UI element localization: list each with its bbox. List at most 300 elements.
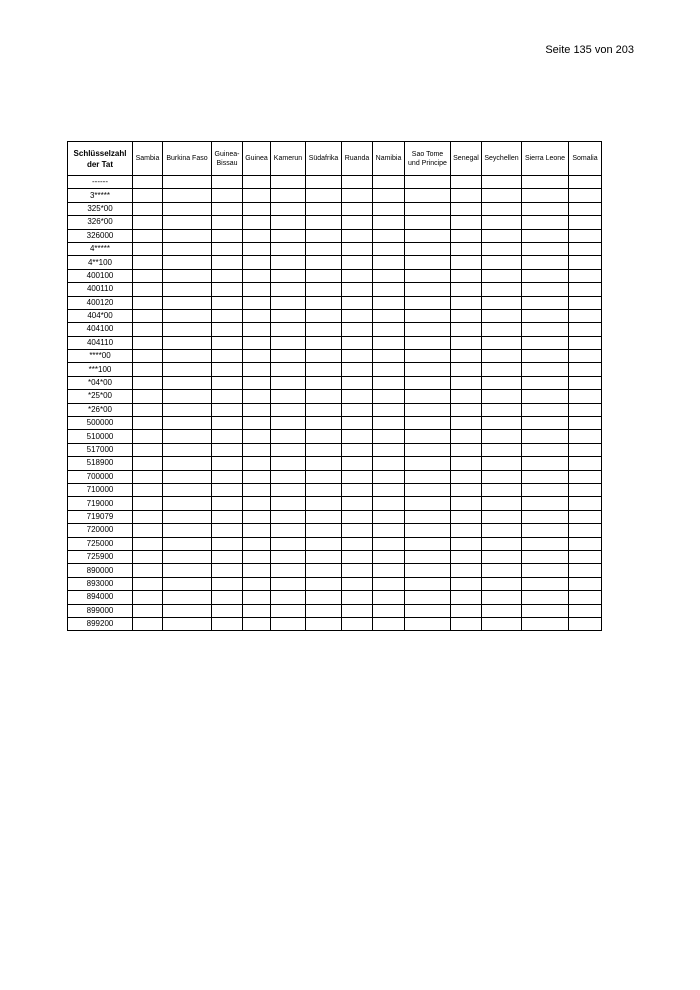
empty-value-cell [163,591,212,604]
empty-value-cell [373,457,405,470]
table-body [68,176,602,631]
country-column-header: Kamerun [271,142,306,176]
empty-value-cell [212,336,243,349]
empty-value-cell [306,256,342,269]
empty-value-cell [451,309,482,322]
empty-value-cell [133,564,163,577]
empty-value-cell [451,189,482,202]
empty-value-cell [569,242,602,255]
empty-value-cell [482,363,522,376]
empty-value-cell [163,350,212,363]
empty-value-cell [212,443,243,456]
offense-key-cell: 500000 [68,417,133,430]
empty-value-cell [373,417,405,430]
empty-value-cell [306,323,342,336]
country-column-header: Südafrika [306,142,342,176]
empty-value-cell [212,497,243,510]
empty-value-cell [163,309,212,322]
empty-value-cell [451,283,482,296]
country-column-header: Sao Tome und Principe [405,142,451,176]
empty-value-cell [243,417,271,430]
empty-value-cell [342,229,373,242]
empty-value-cell [482,242,522,255]
empty-value-cell [271,497,306,510]
empty-value-cell [451,524,482,537]
table-row [68,537,602,550]
empty-value-cell [212,296,243,309]
empty-value-cell [569,376,602,389]
empty-value-cell [405,309,451,322]
empty-value-cell [373,617,405,630]
offense-key-cell: 404110 [68,336,133,349]
empty-value-cell [133,403,163,416]
offense-key-cell: 517000 [68,443,133,456]
empty-value-cell [405,577,451,590]
table-row [68,430,602,443]
empty-value-cell [271,216,306,229]
empty-value-cell [569,483,602,496]
empty-value-cell [212,430,243,443]
empty-value-cell [522,510,569,523]
empty-value-cell [522,296,569,309]
offense-key-cell: ***100 [68,363,133,376]
empty-value-cell [133,497,163,510]
empty-value-cell [306,470,342,483]
empty-value-cell [522,242,569,255]
empty-value-cell [133,443,163,456]
empty-value-cell [405,189,451,202]
empty-value-cell [163,457,212,470]
empty-value-cell [522,564,569,577]
empty-value-cell [243,591,271,604]
empty-value-cell [306,510,342,523]
empty-value-cell [243,229,271,242]
empty-value-cell [306,550,342,563]
empty-value-cell [133,189,163,202]
table-row [68,443,602,456]
empty-value-cell [482,510,522,523]
empty-value-cell [163,564,212,577]
empty-value-cell [133,604,163,617]
empty-value-cell [271,189,306,202]
offense-key-cell: 510000 [68,430,133,443]
empty-value-cell [271,283,306,296]
empty-value-cell [482,537,522,550]
empty-value-cell [569,350,602,363]
empty-value-cell [522,376,569,389]
offense-key-cell: 404100 [68,323,133,336]
empty-value-cell [306,604,342,617]
empty-value-cell [451,577,482,590]
table-row [68,483,602,496]
empty-value-cell [342,403,373,416]
empty-value-cell [342,604,373,617]
empty-value-cell [133,269,163,282]
empty-value-cell [522,470,569,483]
empty-value-cell [342,457,373,470]
empty-value-cell [271,363,306,376]
empty-value-cell [405,403,451,416]
empty-value-cell [133,457,163,470]
empty-value-cell [569,417,602,430]
empty-value-cell [342,296,373,309]
empty-value-cell [342,443,373,456]
empty-value-cell [243,242,271,255]
empty-value-cell [451,216,482,229]
empty-value-cell [342,524,373,537]
table-row [68,229,602,242]
empty-value-cell [405,483,451,496]
empty-value-cell [133,376,163,389]
empty-value-cell [133,510,163,523]
empty-value-cell [522,229,569,242]
empty-value-cell [482,604,522,617]
empty-value-cell [342,430,373,443]
empty-value-cell [342,537,373,550]
empty-value-cell [522,457,569,470]
empty-value-cell [163,524,212,537]
empty-value-cell [243,176,271,189]
empty-value-cell [405,430,451,443]
empty-value-cell [212,283,243,296]
country-column-header: Sierra Leone [522,142,569,176]
empty-value-cell [243,564,271,577]
empty-value-cell [342,189,373,202]
empty-value-cell [522,604,569,617]
empty-value-cell [163,443,212,456]
key-column-header: Schlüsselzahl der Tat [68,142,133,176]
offense-key-cell: 400120 [68,296,133,309]
empty-value-cell [373,256,405,269]
empty-value-cell [373,443,405,456]
empty-value-cell [569,403,602,416]
offense-key-cell: 890000 [68,564,133,577]
empty-value-cell [482,591,522,604]
empty-value-cell [373,604,405,617]
empty-value-cell [271,604,306,617]
empty-value-cell [373,216,405,229]
empty-value-cell [522,176,569,189]
offense-key-cell: 899200 [68,617,133,630]
empty-value-cell [133,202,163,215]
empty-value-cell [373,336,405,349]
empty-value-cell [522,497,569,510]
empty-value-cell [271,470,306,483]
table-row [68,269,602,282]
empty-value-cell [342,470,373,483]
empty-value-cell [373,591,405,604]
empty-value-cell [522,390,569,403]
empty-value-cell [212,510,243,523]
empty-value-cell [243,483,271,496]
empty-value-cell [243,296,271,309]
offense-key-cell: 325*00 [68,202,133,215]
empty-value-cell [212,537,243,550]
empty-value-cell [373,510,405,523]
empty-value-cell [243,390,271,403]
empty-value-cell [163,430,212,443]
offense-key-cell: 400110 [68,283,133,296]
empty-value-cell [522,323,569,336]
empty-value-cell [306,443,342,456]
table-row [68,457,602,470]
empty-value-cell [212,376,243,389]
empty-value-cell [522,189,569,202]
empty-value-cell [522,550,569,563]
empty-value-cell [373,296,405,309]
offense-key-cell: 3***** [68,189,133,202]
offense-key-cell: *25*00 [68,390,133,403]
table-row [68,202,602,215]
empty-value-cell [373,497,405,510]
empty-value-cell [133,524,163,537]
page-number: Seite 135 von 203 [545,44,634,56]
table-row [68,176,602,189]
empty-value-cell [133,256,163,269]
empty-value-cell [163,202,212,215]
offense-key-cell: 893000 [68,577,133,590]
empty-value-cell [271,564,306,577]
empty-value-cell [212,524,243,537]
empty-value-cell [569,269,602,282]
empty-value-cell [342,497,373,510]
empty-value-cell [482,216,522,229]
empty-value-cell [163,577,212,590]
empty-value-cell [451,350,482,363]
empty-value-cell [405,296,451,309]
empty-value-cell [271,296,306,309]
empty-value-cell [243,537,271,550]
empty-value-cell [569,537,602,550]
empty-value-cell [482,483,522,496]
empty-value-cell [342,617,373,630]
empty-value-cell [569,617,602,630]
empty-value-cell [522,256,569,269]
empty-value-cell [405,363,451,376]
empty-value-cell [405,376,451,389]
empty-value-cell [306,189,342,202]
empty-value-cell [482,176,522,189]
empty-value-cell [482,577,522,590]
empty-value-cell [482,617,522,630]
empty-value-cell [163,229,212,242]
empty-value-cell [133,242,163,255]
empty-value-cell [163,403,212,416]
empty-value-cell [243,350,271,363]
empty-value-cell [163,617,212,630]
table-header-row [68,142,602,176]
empty-value-cell [451,269,482,282]
empty-value-cell [405,202,451,215]
empty-value-cell [271,350,306,363]
empty-value-cell [569,577,602,590]
empty-value-cell [212,403,243,416]
empty-value-cell [243,283,271,296]
country-column-header: Namibia [373,142,405,176]
offense-key-cell: 719079 [68,510,133,523]
empty-value-cell [306,216,342,229]
empty-value-cell [243,403,271,416]
table-row [68,403,602,416]
empty-value-cell [451,390,482,403]
empty-value-cell [451,604,482,617]
empty-value-cell [482,350,522,363]
empty-value-cell [342,323,373,336]
table-row [68,604,602,617]
empty-value-cell [133,350,163,363]
empty-value-cell [405,510,451,523]
empty-value-cell [212,604,243,617]
table-row [68,617,602,630]
empty-value-cell [569,283,602,296]
empty-value-cell [271,577,306,590]
empty-value-cell [163,510,212,523]
empty-value-cell [243,470,271,483]
offense-key-cell: 404*00 [68,309,133,322]
table-row [68,417,602,430]
offense-key-cell: 4**100 [68,256,133,269]
empty-value-cell [451,550,482,563]
table-row [68,350,602,363]
empty-value-cell [133,617,163,630]
offense-key-cell: 899000 [68,604,133,617]
offense-key-cell: 326*00 [68,216,133,229]
offense-key-cell: 400100 [68,269,133,282]
empty-value-cell [405,390,451,403]
statistics-table-container [67,141,601,631]
empty-value-cell [482,417,522,430]
empty-value-cell [569,470,602,483]
empty-value-cell [451,229,482,242]
empty-value-cell [243,256,271,269]
empty-value-cell [482,550,522,563]
empty-value-cell [373,390,405,403]
empty-value-cell [342,564,373,577]
table-row [68,510,602,523]
table-row [68,550,602,563]
empty-value-cell [163,470,212,483]
table-row [68,256,602,269]
empty-value-cell [405,256,451,269]
empty-value-cell [212,591,243,604]
empty-value-cell [243,309,271,322]
empty-value-cell [569,323,602,336]
empty-value-cell [522,483,569,496]
empty-value-cell [373,376,405,389]
offense-key-cell: 720000 [68,524,133,537]
country-column-header: Ruanda [342,142,373,176]
empty-value-cell [569,550,602,563]
empty-value-cell [271,417,306,430]
empty-value-cell [373,189,405,202]
empty-value-cell [405,443,451,456]
empty-value-cell [342,376,373,389]
empty-value-cell [569,256,602,269]
empty-value-cell [373,537,405,550]
empty-value-cell [342,483,373,496]
empty-value-cell [212,470,243,483]
empty-value-cell [212,417,243,430]
empty-value-cell [243,510,271,523]
empty-value-cell [212,390,243,403]
empty-value-cell [522,283,569,296]
empty-value-cell [243,577,271,590]
empty-value-cell [482,202,522,215]
empty-value-cell [405,350,451,363]
empty-value-cell [133,483,163,496]
empty-value-cell [569,202,602,215]
empty-value-cell [482,376,522,389]
empty-value-cell [569,430,602,443]
empty-value-cell [522,443,569,456]
empty-value-cell [451,376,482,389]
empty-value-cell [405,417,451,430]
table-row [68,189,602,202]
empty-value-cell [212,202,243,215]
empty-value-cell [482,296,522,309]
empty-value-cell [271,390,306,403]
empty-value-cell [482,497,522,510]
empty-value-cell [522,537,569,550]
empty-value-cell [373,577,405,590]
empty-value-cell [569,497,602,510]
empty-value-cell [133,309,163,322]
empty-value-cell [306,202,342,215]
empty-value-cell [569,176,602,189]
empty-value-cell [306,269,342,282]
empty-value-cell [522,363,569,376]
empty-value-cell [306,309,342,322]
empty-value-cell [306,497,342,510]
empty-value-cell [271,229,306,242]
empty-value-cell [243,216,271,229]
empty-value-cell [569,296,602,309]
empty-value-cell [373,550,405,563]
empty-value-cell [569,216,602,229]
empty-value-cell [373,350,405,363]
empty-value-cell [133,323,163,336]
empty-value-cell [522,577,569,590]
empty-value-cell [569,591,602,604]
empty-value-cell [405,537,451,550]
empty-value-cell [569,390,602,403]
empty-value-cell [405,176,451,189]
empty-value-cell [243,363,271,376]
table-row [68,216,602,229]
empty-value-cell [243,550,271,563]
empty-value-cell [212,256,243,269]
offense-key-cell: *26*00 [68,403,133,416]
table-row [68,390,602,403]
empty-value-cell [306,229,342,242]
empty-value-cell [306,336,342,349]
empty-value-cell [212,363,243,376]
country-column-header: Senegal [451,142,482,176]
empty-value-cell [243,202,271,215]
empty-value-cell [306,390,342,403]
country-column-header: Sambia [133,142,163,176]
empty-value-cell [373,524,405,537]
empty-value-cell [133,283,163,296]
empty-value-cell [405,604,451,617]
empty-value-cell [451,256,482,269]
empty-value-cell [212,483,243,496]
empty-value-cell [306,403,342,416]
empty-value-cell [163,336,212,349]
empty-value-cell [212,216,243,229]
empty-value-cell [243,524,271,537]
empty-value-cell [522,591,569,604]
